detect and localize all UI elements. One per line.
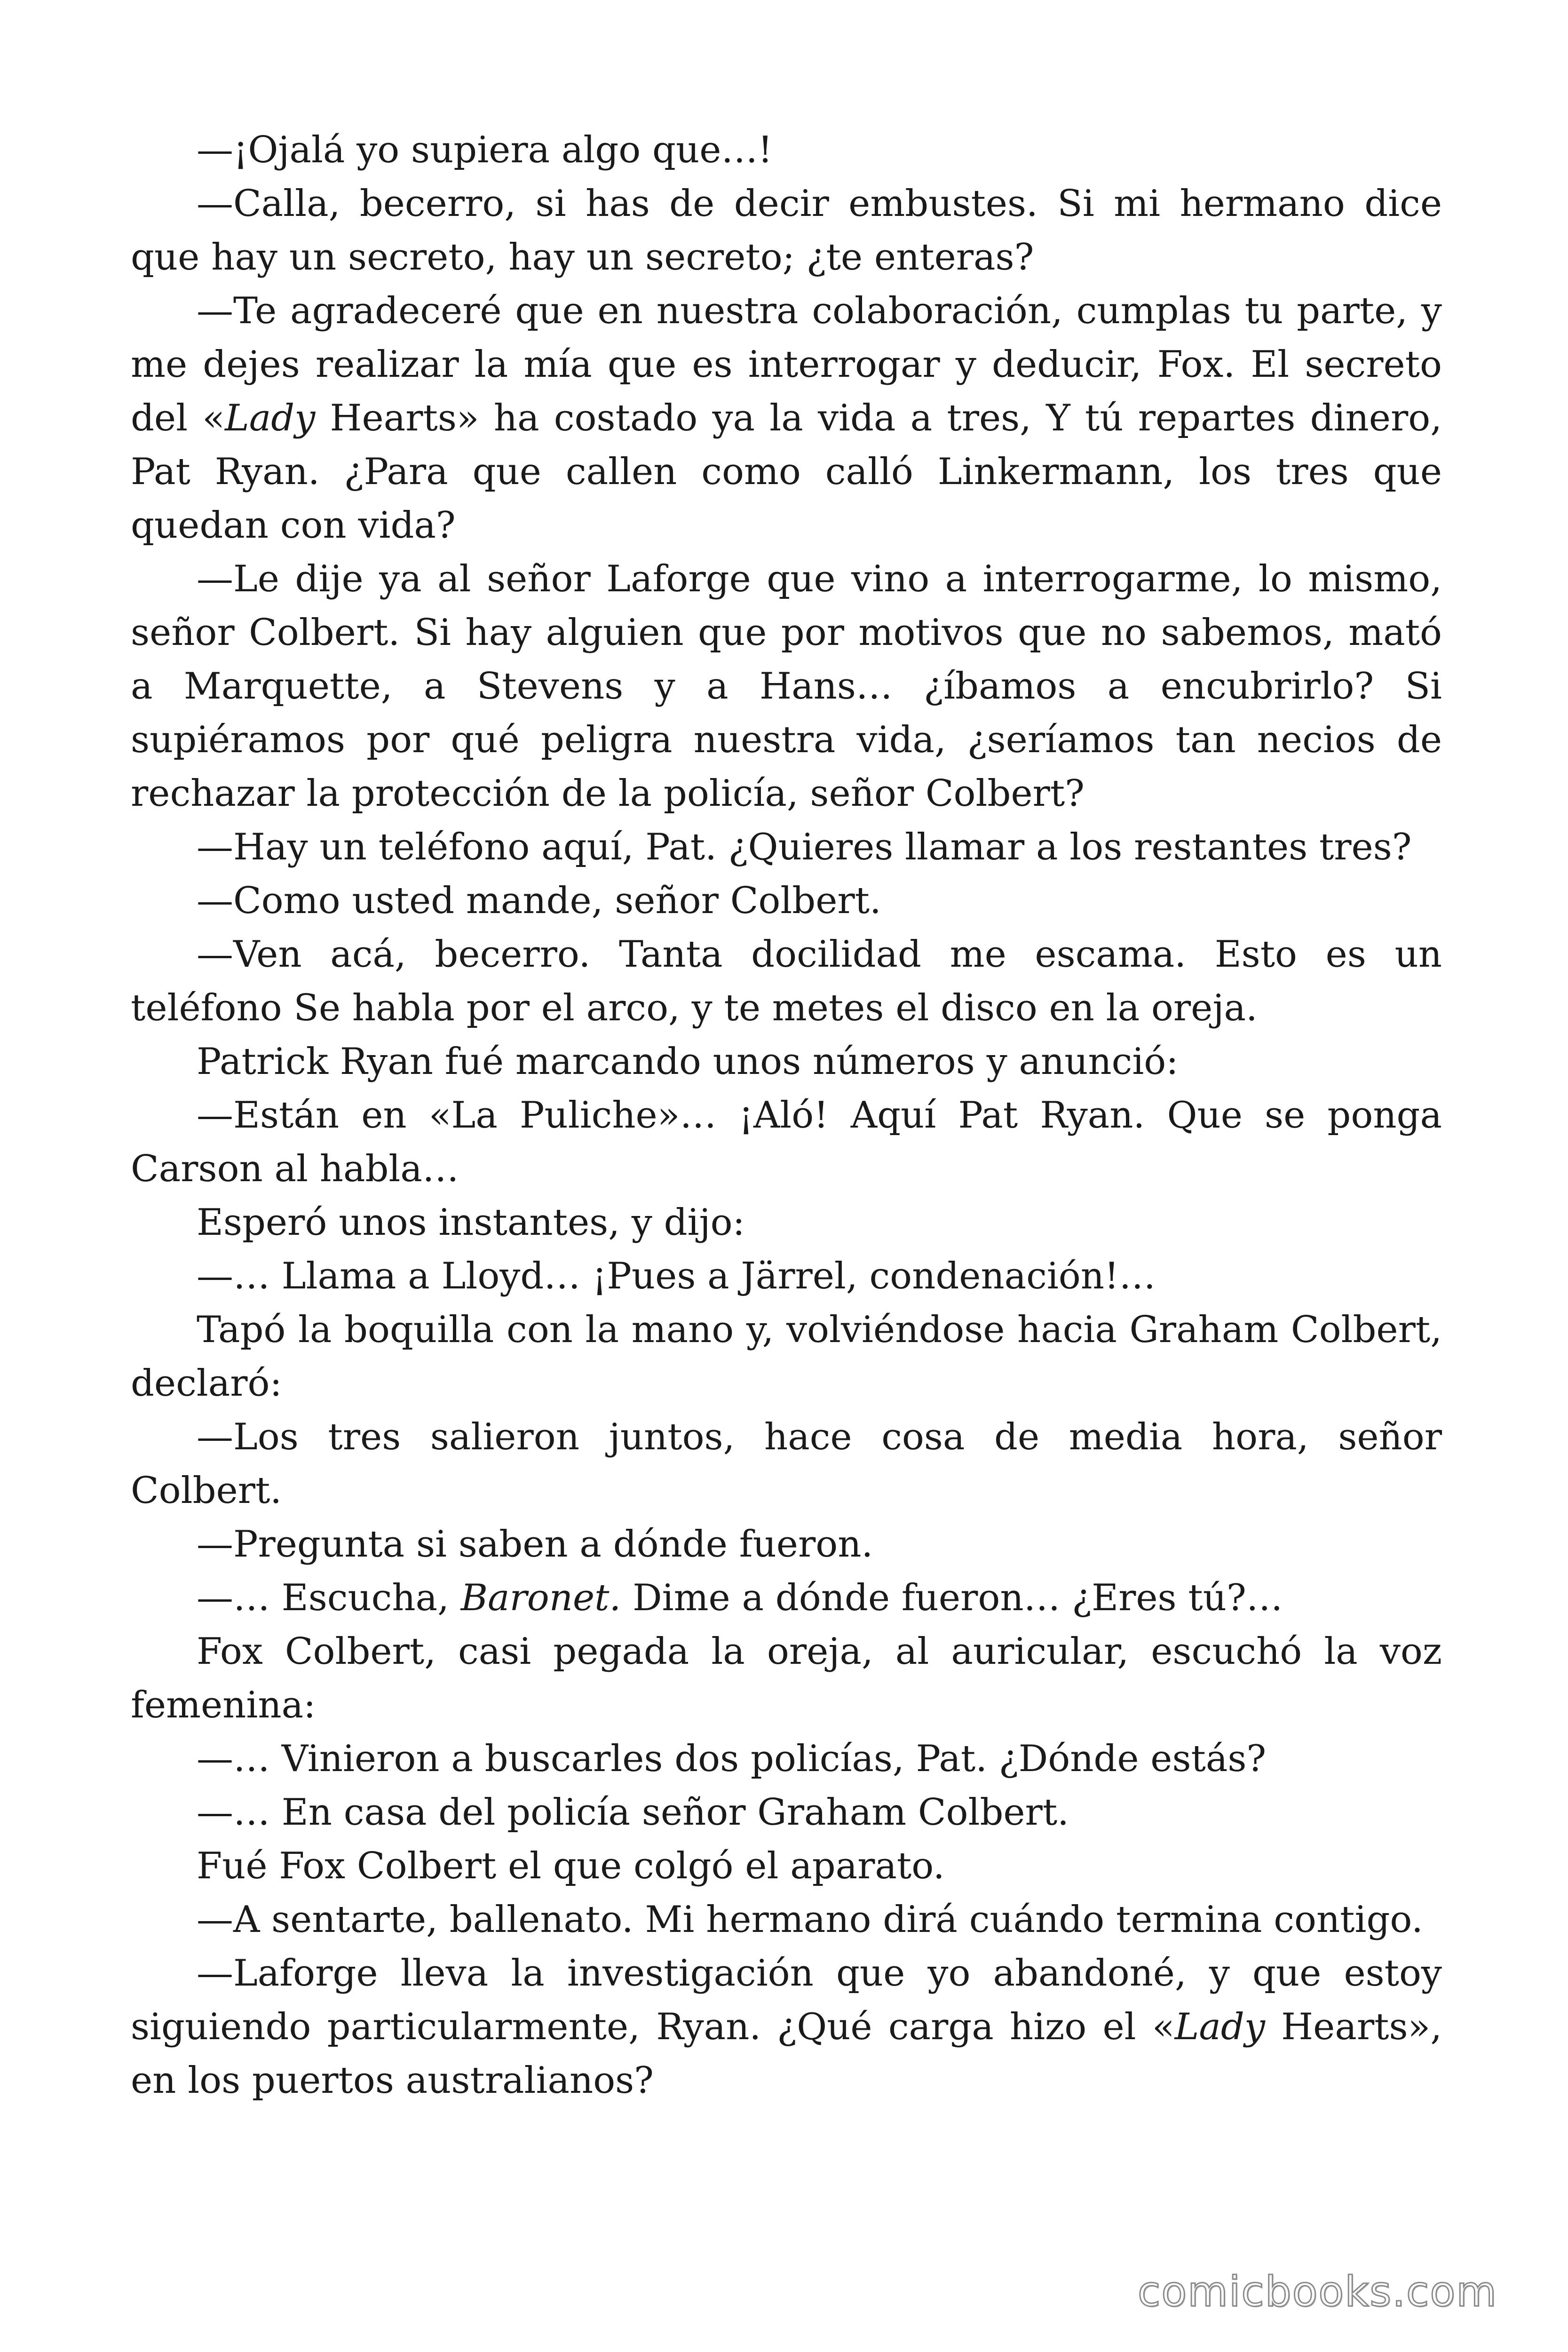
text-run: —… Llama a Lloyd… ¡Pues a Järrel, condenación!… [197,1255,1156,1297]
text-run: Hearts» ha costado ya la vida a tres, Y tú repartes dinero, Pat Ryan. ¿Para que callen como calló Linkermann, los tres que quedan con vida? [131,397,1442,547]
paragraph-20 [131,1893,1442,1947]
text-run: —Los tres salieron juntos, hace cosa de media hora, señor Colbert. [131,1416,1442,1512]
watermark-logo: comicbooks.com [1137,2267,1497,2316]
text-run: —Te agradeceré que en nuestra colaboración, cumplas tu parte, y me dejes realizar la mía que es interrogar y deducir, Fox. El secreto del « [131,290,1442,439]
paragraph-4 [131,552,1442,820]
italic-run: Lady [225,397,316,439]
text-run: —Calla, becerro, si has de decir embustes. Si mi hermano dice que hay un secreto, hay un secreto; ¿te enteras? [131,183,1442,278]
paragraph-18 [131,1786,1442,1839]
paragraph-9 [131,1089,1442,1196]
text-run: Dime a dónde fueron… ¿Eres tú?… [621,1577,1283,1619]
text-run: —Le dije ya al señor Laforge que vino a interrogarme, lo mismo, señor Colbert. Si hay alguien que por motivos que no sabemos, mató a Marquette, a Stevens y a Hans… ¿íbamos a encubrirlo? Si supiéramos por qué peligra nuestra vida, ¿seríamos tan necios de rechazar la protección de la policía, señor Colbert? [131,558,1442,815]
paragraph-16 [131,1625,1442,1732]
italic-run: Baronet. [460,1577,621,1619]
paragraph-13 [131,1410,1442,1518]
paragraph-10 [131,1196,1442,1249]
text-run: Hearts», en los puertos australianos? [131,2006,1442,2102]
paragraph-17 [131,1732,1442,1786]
text-run: Patrick Ryan fué marcando unos números y anunció: [197,1041,1179,1083]
paragraph-3 [131,284,1442,552]
paragraph-5 [131,820,1442,874]
paragraph-6 [131,874,1442,928]
paragraph-19 [131,1839,1442,1893]
paragraph-15 [131,1571,1442,1625]
text-run: —¡Ojalá yo supiera algo que…! [197,129,773,171]
text-run: —… En casa del policía señor Graham Colbert. [197,1791,1069,1834]
text-run: —Como usted mande, señor Colbert. [197,880,881,922]
paragraph-7 [131,928,1442,1035]
text-run: Fox Colbert, casi pegada la oreja, al auricular, escuchó la voz femenina: [131,1630,1442,1726]
text-run: —… Escucha, [197,1577,461,1619]
text-run: —Ven acá, becerro. Tanta docilidad me escama. Esto es un teléfono Se habla por el arco, y te metes el disco en la oreja. [131,933,1442,1029]
paragraph-11 [131,1249,1442,1303]
text-run: Fué Fox Colbert el que colgó el aparato. [197,1845,945,1887]
text-run: —Hay un teléfono aquí, Pat. ¿Quieres llamar a los restantes tres? [197,826,1412,868]
paragraph-21 [131,1947,1442,2107]
text-run: Esperó unos instantes, y dijo: [197,1201,745,1244]
paragraph-14 [131,1518,1442,1571]
paragraph-12 [131,1303,1442,1410]
body-text [131,123,1442,2107]
text-run: —Están en «La Puliche»… ¡Aló! Aquí Pat Ryan. Que se ponga Carson al habla… [131,1094,1442,1190]
paragraph-8 [131,1035,1442,1089]
text-run: —A sentarte, ballenato. Mi hermano dirá cuándo termina contigo. [197,1899,1423,1941]
text-run: —Laforge lleva la investigación que yo abandoné, y que estoy siguiendo particularmente, Ryan. ¿Qué carga hizo el « [131,1952,1442,2048]
paragraph-1 [131,123,1442,177]
text-run: Tapó la boquilla con la mano y, volviéndose hacia Graham Colbert, declaró: [131,1309,1442,1405]
paragraph-2 [131,177,1442,284]
text-run: —Pregunta si saben a dónde fueron. [197,1523,873,1565]
italic-run: Lady [1174,2006,1265,2048]
text-run: —… Vinieron a buscarles dos policías, Pat. ¿Dónde estás? [197,1738,1267,1780]
